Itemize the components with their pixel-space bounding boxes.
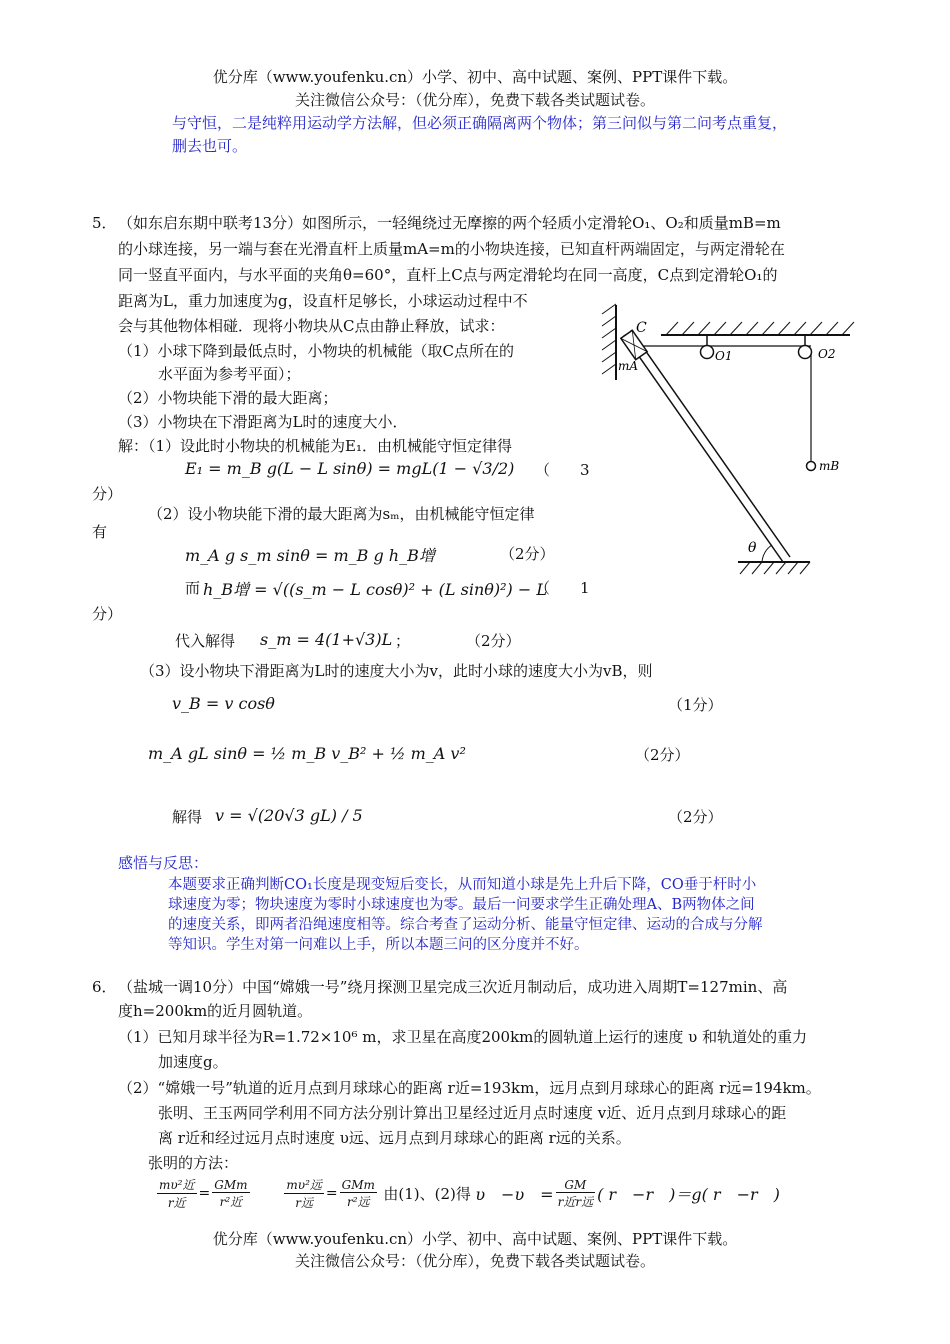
eq1-lhs: $\frac{\text{mυ²近}}{\text{r近}}$ [159, 1178, 195, 1210]
q6-sub1-line-a: （1）已知月球半径为R=1.72×10⁶ m，求卫星在高度200km的圆轨道上运行的速度 υ 和轨道处的重力 [118, 1028, 808, 1046]
q5-stem-line-3: 同一竖直平面内，与水平面的夹角θ=60°，直杆上C点与两定滑轮均在同一高度，C点到定滑轮O₁的 [118, 266, 778, 284]
q5-stem-line-2: 的小球连接，另一端与套在光滑直杆上质量mA=m的小物块连接，已知直杆两端固定，与两定滑轮在 [118, 240, 785, 258]
q5-sub2: （2）小物块能下滑的最大距离； [118, 389, 338, 407]
ceiling-hatch [666, 322, 854, 335]
q5-eq6: m_A gL sinθ = ½ m_B v_B² + ½ m_A v² [148, 744, 466, 763]
header-line-1: 优分库（www.youfenku.cn）小学、初中、高中试题、案例、PPT课件下载。 [212, 68, 738, 86]
q5-solution-1: 解：（1）设此时小物块的机械能为E₁．由机械能守恒定律得 [118, 437, 513, 455]
q5-score3-b: 分） [92, 605, 123, 623]
q5-eq3-prefix: 而 [185, 579, 201, 597]
eq-mid-text: 由(1)、(2)得 [383, 1185, 471, 1203]
rod-edge-2 [631, 330, 790, 557]
q6-sub2-line-b: 张明、王玉两同学利用不同方法分别计算出卫星经过近月点时速度 v近、近月点到月球球心的距 [158, 1104, 787, 1122]
eq2-lhs: $\frac{\text{mυ²远}}{\text{r远}}$ [286, 1178, 322, 1210]
rod-edge-1 [624, 335, 783, 562]
q5-score2: （2分） [500, 545, 555, 563]
q6-stem-line-1: （盐城一调10分）中国“嫦娥一号”绕月探测卫星完成三次近月制动后，成功进入周期T=127min、高 [118, 978, 788, 996]
q5-eq4-prefix: 代入解得 [175, 632, 236, 650]
q6-method-equations: $\frac{\text{mυ²近}}{\text{r近}}$ = $\frac{\text{GMm}}{\text{r²近}}$ $\frac{\text{mυ²远}}{\text{r远}}$ = $\frac{\text{GMm}}{\text{r²远}}$ 由(1)、(2)得 υ −υ = $\frac{GM}{\text{r近r远}}$ ( r −r )＝g( r −r ) [159, 1177, 780, 1210]
q5-eq7-prefix: 解得 [172, 808, 203, 826]
q5-solution-3: （3）设小物块下滑距离为L时的速度大小为v，此时小球的速度大小为vB，则 [140, 662, 653, 680]
q5-sub1-line-b: 水平面为参考平面）； [158, 365, 301, 383]
q5-score5: （1分） [668, 696, 723, 714]
q5-stem-line-4: 距离为L，重力加速度为g，设直杆足够长，小球运动过程中不 [118, 292, 528, 310]
label-ma: mA [618, 359, 639, 373]
label-c: C [636, 320, 647, 336]
q5-stem-line-5: 会与其他物体相碰．现将小物块从C点由静止释放，试求： [118, 317, 505, 335]
intro-note-line-2: 删去也可。 [172, 137, 248, 155]
q5-score7: （2分） [668, 808, 723, 826]
left-wall-hatch [602, 304, 616, 374]
q5-score6: （2分） [635, 746, 690, 764]
q5-sub1-line-a: （1）小球下降到最低点时，小物块的机械能（取C点所在的 [118, 342, 515, 360]
angle-arc [762, 545, 772, 562]
q5-eq3: h_B增 = √((s_m − L cosθ)² + (L sinθ)²) − L [203, 580, 547, 599]
ground-hatch [740, 562, 810, 574]
q6-sub2-line-c: 离 r近和经过远月点时速度 υ远、远月点到月球球心的距离 r远的关系。 [158, 1129, 631, 1147]
pulley-rod-figure [598, 300, 860, 580]
pulley-o2 [799, 346, 812, 359]
q5-score1-a: （ 3 [535, 461, 590, 479]
eq-tail-frac: $\frac{GM}{\text{r近r远}}$ [557, 1177, 594, 1209]
q6-number: 6． [92, 978, 117, 996]
q5-eq1: E₁ = m_B g(L − L sinθ) = mgL(1 − √3/2) [185, 459, 515, 478]
footer-line-1: 优分库（www.youfenku.cn）小学、初中、高中试题、案例、PPT课件下载。 [212, 1230, 738, 1248]
label-theta: θ [748, 540, 757, 556]
q5-solution-2b: 有 [92, 523, 108, 541]
q6-sub1-line-b: 加速度g。 [158, 1053, 228, 1071]
ball-mb [807, 462, 816, 471]
q5-score1-b: 分） [92, 485, 123, 503]
q5-eq4-separator: ； [395, 632, 411, 650]
label-o2: O2 [818, 347, 836, 361]
eq-tail-a: υ −υ = [475, 1185, 554, 1204]
q5-score3-a: （ 1 [535, 579, 590, 597]
q6-stem-line-2: 度h=200km的近月圆轨道。 [118, 1002, 313, 1020]
q5-eq5: v_B = v cosθ [172, 694, 275, 713]
label-o1: O1 [715, 349, 733, 363]
q5-eq2: m_A g s_m sinθ = m_B g h_B增 [185, 546, 435, 565]
eq-tail-b: ( r −r )＝g( r −r ) [597, 1185, 780, 1204]
reflection-title: 感悟与反思： [118, 854, 209, 872]
reflection-line-4: 等知识。学生对第一问难以上手，所以本题三问的区分度并不好。 [168, 937, 589, 953]
q5-stem-line-1: （如东启东期中联考13分）如图所示，一轻绳绕过无摩擦的两个轻质小定滑轮O₁、O₂和质量mB=m [118, 214, 781, 232]
label-mb: mB [819, 459, 840, 473]
q5-eq4: s_m = 4(1+√3)L [260, 630, 393, 649]
header-line-2: 关注微信公众号：（优分库），免费下载各类试题试卷。 [294, 91, 655, 109]
q5-eq7: v = √(20√3 gL) / 5 [215, 806, 363, 825]
q5-sub3: （3）小物块在下滑距离为L时的速度大小． [118, 413, 408, 431]
eq2-rhs: $\frac{\text{GMm}}{\text{r²远}}$ [341, 1177, 375, 1209]
reflection-line-2: 球速度为零；物块速度为零时小球速度也为零。最后一问要求学生正确处理A、B两物体之间 [168, 897, 755, 913]
footer-line-2: 关注微信公众号：（优分库），免费下载各类试题试卷。 [294, 1252, 655, 1270]
q5-number: 5． [92, 214, 117, 232]
q6-method-title: 张明的方法： [148, 1154, 239, 1172]
pulley-o1 [701, 346, 714, 359]
reflection-line-1: 本题要求正确判断CO₁长度是现变短后变长，从而知道小球是先上升后下降，CO垂于杆时小 [168, 877, 757, 893]
eq1-rhs: $\frac{\text{GMm}}{\text{r²近}}$ [214, 1177, 248, 1209]
q5-score4: （2分） [466, 632, 521, 650]
intro-note-line-1: 与守恒，二是纯粹用运动学方法解，但必须正确隔离两个物体；第三问似与第二问考点重复， [172, 114, 788, 132]
q6-sub2-line-a: （2）“嫦娥一号”轨道的近月点到月球球心的距离 r近=193km，远月点到月球球心的距离 r远=194km。 [118, 1079, 821, 1097]
q5-solution-2a: （2）设小物块能下滑的最大距离为sₘ，由机械能守恒定律 [148, 505, 535, 523]
reflection-line-3: 的速度关系，即两者沿绳速度相等。综合考查了运动分析、能量守恒定律、运动的合成与分解 [168, 917, 763, 933]
